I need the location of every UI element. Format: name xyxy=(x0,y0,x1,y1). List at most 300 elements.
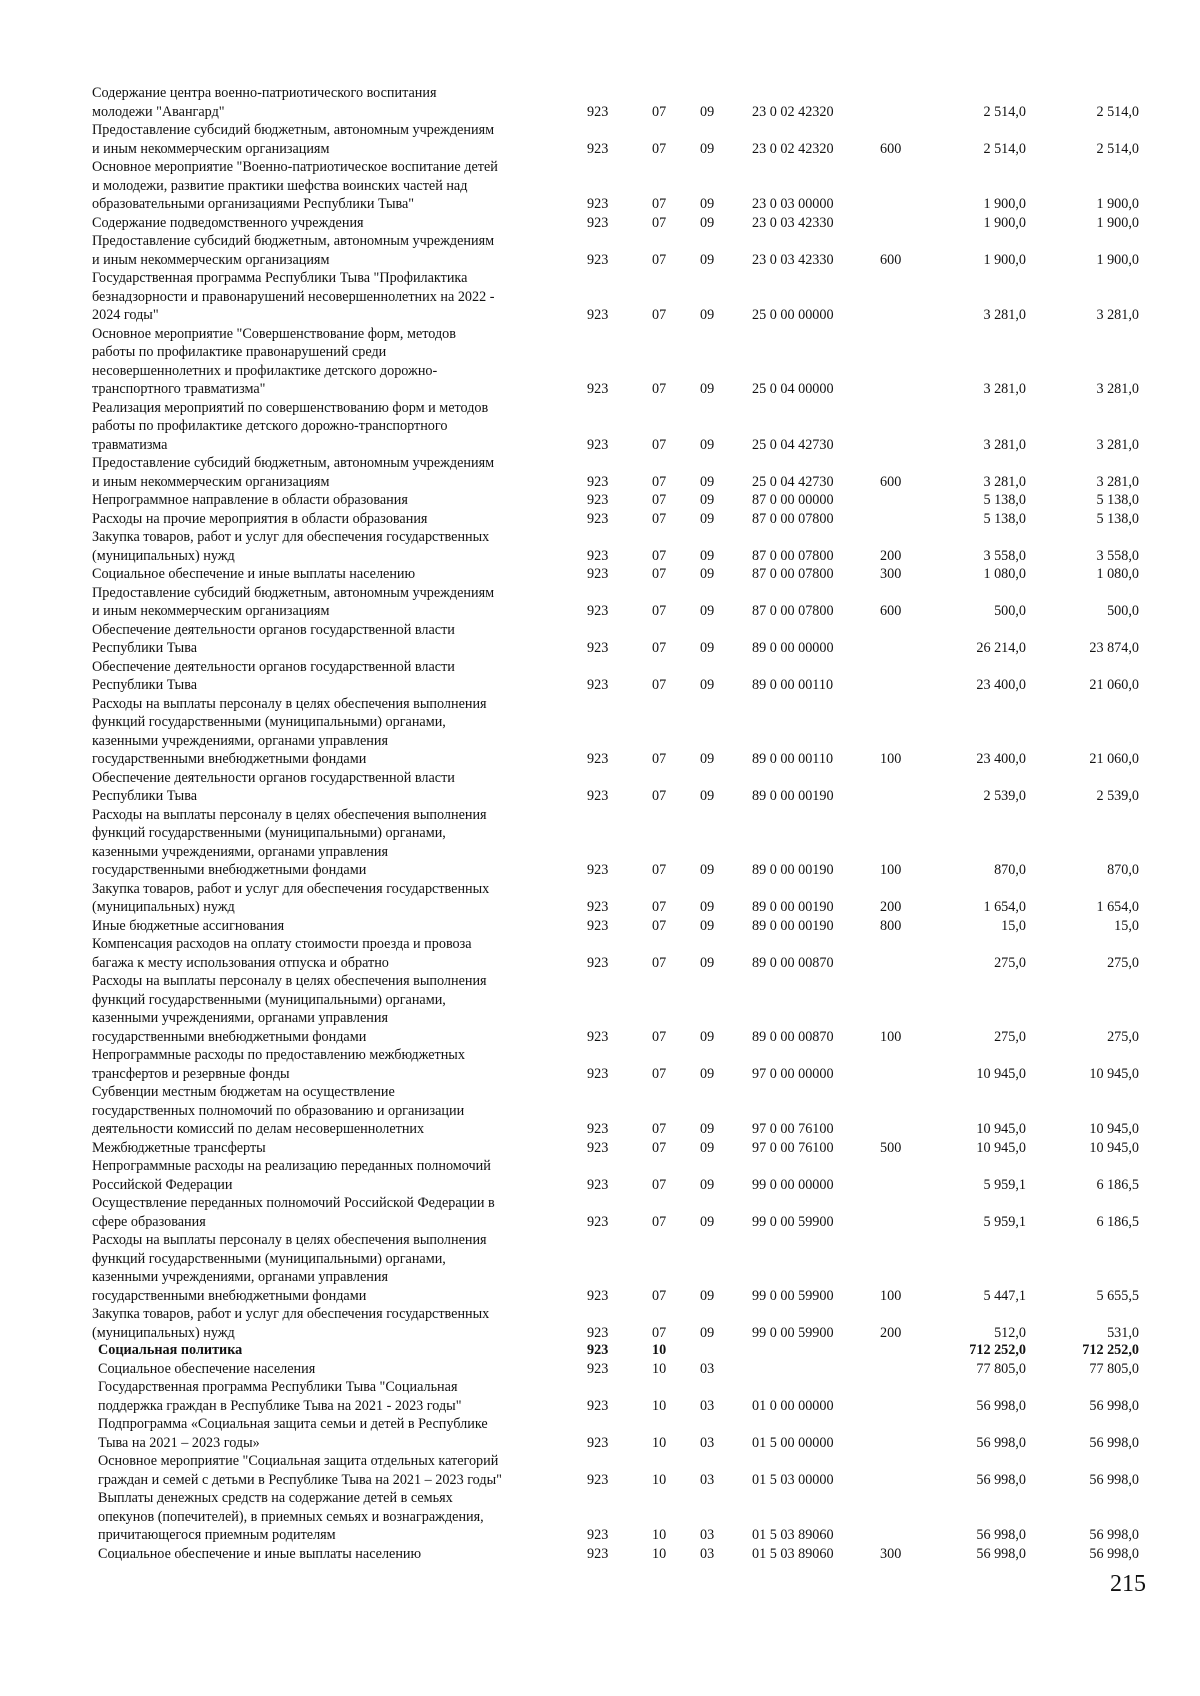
row-rz: 07 xyxy=(652,751,667,767)
row-gr: 923 xyxy=(587,899,609,915)
row-pr: 09 xyxy=(700,1287,715,1304)
row-sum-2: 5 655,5 xyxy=(1096,1287,1139,1304)
row-cs: 89 0 00 00110 xyxy=(752,677,834,693)
row-name: Расходы на выплаты персоналу в целях обеспечения выполнения функций государственными (муниципальными) органами, казенными учреждениями, органами управления государственными внебюджетными фондами xyxy=(92,1232,487,1304)
row-pr: 09 xyxy=(700,492,715,508)
row-gr: 923 xyxy=(587,1527,609,1543)
row-name: Непрограммные расходы на реализацию переданных полномочий Российской Федерации xyxy=(92,1158,491,1193)
row-pr: 09 xyxy=(700,381,715,397)
row-gr: 923 xyxy=(587,1434,609,1451)
row-rz: 07 xyxy=(652,677,667,693)
row-name: Осуществление переданных полномочий Российской Федерации в сфере образования xyxy=(92,1195,495,1230)
row-sum-2: 1 900,0 xyxy=(1096,214,1139,231)
row-name: Иные бюджетные ассигнования xyxy=(92,917,285,934)
row-sum-1: 1 080,0 xyxy=(983,566,1026,582)
row-vr: 300 xyxy=(880,1545,902,1562)
row-gr: 923 xyxy=(587,1360,609,1377)
row-sum-2: 2 514,0 xyxy=(1096,140,1139,157)
row-cs: 01 0 00 00000 xyxy=(752,1397,834,1414)
table-row xyxy=(0,1545,1200,1564)
row-sum-1: 56 998,0 xyxy=(976,1434,1026,1451)
row-gr: 923 xyxy=(587,1342,609,1358)
row-rz: 07 xyxy=(652,603,667,619)
row-name: Обеспечение деятельности органов государственной власти Республики Тыва xyxy=(92,621,455,656)
row-rz: 10 xyxy=(652,1545,667,1562)
row-sum-2: 3 281,0 xyxy=(1096,381,1139,397)
row-pr: 09 xyxy=(700,251,715,268)
row-cs: 01 5 03 89060 xyxy=(752,1545,834,1562)
table-row xyxy=(0,325,1200,399)
page-number: 215 xyxy=(1110,1571,1146,1597)
row-rz: 07 xyxy=(652,251,667,268)
row-rz: 07 xyxy=(652,214,667,231)
row-cs: 89 0 00 00110 xyxy=(752,751,834,767)
table-row xyxy=(0,1083,1200,1139)
row-sum-2: 275,0 xyxy=(1107,954,1139,971)
row-name: Предоставление субсидий бюджетным, автономным учреждениям и иным некоммерческим организациям xyxy=(92,233,495,268)
row-sum-2: 10 945,0 xyxy=(1089,1065,1139,1082)
row-cs: 87 0 00 07800 xyxy=(752,547,834,564)
row-pr: 09 xyxy=(700,1065,715,1082)
row-gr: 923 xyxy=(587,1139,609,1156)
row-pr: 09 xyxy=(700,103,715,120)
table-row xyxy=(0,528,1200,565)
row-name: Обеспечение деятельности органов государственной власти Республики Тыва xyxy=(92,769,455,804)
row-sum-1: 500,0 xyxy=(994,603,1026,619)
row-sum-1: 56 998,0 xyxy=(976,1527,1026,1543)
row-cs: 23 0 02 42320 xyxy=(752,103,834,120)
table-row xyxy=(0,917,1200,936)
row-sum-1: 10 945,0 xyxy=(976,1065,1026,1082)
row-cs: 89 0 00 00190 xyxy=(752,788,834,804)
row-pr: 03 xyxy=(700,1434,715,1451)
row-sum-1: 3 281,0 xyxy=(983,307,1026,323)
row-sum-1: 5 447,1 xyxy=(983,1287,1026,1304)
row-pr: 09 xyxy=(700,1213,715,1230)
row-rz: 10 xyxy=(652,1397,667,1414)
row-cs: 89 0 00 00000 xyxy=(752,640,834,656)
row-vr: 300 xyxy=(880,566,902,582)
row-name: Расходы на выплаты персоналу в целях обеспечения выполнения функций государственными (муниципальными) органами, казенными учреждениями, органами управления государственными внебюджетными фондами xyxy=(92,695,487,767)
row-gr: 923 xyxy=(587,140,609,157)
row-gr: 923 xyxy=(587,381,609,397)
row-cs: 87 0 00 07800 xyxy=(752,566,834,582)
row-cs: 87 0 00 07800 xyxy=(752,510,834,527)
row-cs: 01 5 03 00000 xyxy=(752,1471,834,1488)
table-row xyxy=(0,121,1200,158)
row-rz: 07 xyxy=(652,473,667,490)
row-pr: 09 xyxy=(700,1324,715,1341)
row-rz: 07 xyxy=(652,788,667,804)
row-pr: 09 xyxy=(700,1176,715,1193)
row-sum-2: 5 138,0 xyxy=(1096,492,1139,508)
row-gr: 923 xyxy=(587,566,609,582)
row-sum-1: 5 138,0 xyxy=(983,510,1026,527)
row-rz: 10 xyxy=(652,1360,667,1377)
table-row xyxy=(0,232,1200,269)
row-sum-2: 3 281,0 xyxy=(1096,436,1139,453)
row-sum-1: 5 959,1 xyxy=(983,1176,1026,1193)
row-cs: 99 0 00 59900 xyxy=(752,1213,834,1230)
row-gr: 923 xyxy=(587,1471,609,1488)
row-sum-2: 5 138,0 xyxy=(1096,510,1139,527)
row-gr: 923 xyxy=(587,1324,609,1341)
table-row xyxy=(0,1341,1200,1360)
row-sum-1: 26 214,0 xyxy=(976,640,1026,656)
row-sum-1: 870,0 xyxy=(994,862,1026,878)
row-gr: 923 xyxy=(587,103,609,120)
row-sum-1: 77 805,0 xyxy=(976,1360,1026,1377)
row-sum-2: 275,0 xyxy=(1107,1028,1139,1045)
table-row xyxy=(0,1305,1200,1342)
row-rz: 07 xyxy=(652,862,667,878)
row-sum-2: 21 060,0 xyxy=(1089,677,1139,693)
row-gr: 923 xyxy=(587,510,609,527)
row-cs: 23 0 03 42330 xyxy=(752,251,834,268)
row-gr: 923 xyxy=(587,547,609,564)
row-rz: 07 xyxy=(652,1065,667,1082)
row-cs: 23 0 03 00000 xyxy=(752,196,834,212)
row-name: Закупка товаров, работ и услуг для обеспечения государственных (муниципальных) нужд xyxy=(92,529,490,564)
row-gr: 923 xyxy=(587,862,609,878)
row-sum-2: 6 186,5 xyxy=(1096,1176,1139,1193)
row-rz: 07 xyxy=(652,1324,667,1341)
row-sum-2: 6 186,5 xyxy=(1096,1213,1139,1230)
row-sum-2: 1 900,0 xyxy=(1096,251,1139,268)
row-gr: 923 xyxy=(587,603,609,619)
row-pr: 09 xyxy=(700,436,715,453)
row-name: Социальное обеспечение населения xyxy=(98,1360,316,1377)
table-row xyxy=(0,214,1200,233)
row-name: Выплаты денежных средств на содержание детей в семьях опекунов (попечителей), в приемных семьях и вознаграждения, причитающегося приемным родителям xyxy=(98,1490,484,1543)
row-gr: 923 xyxy=(587,1121,609,1137)
row-gr: 923 xyxy=(587,214,609,231)
row-pr: 09 xyxy=(700,640,715,656)
table-row xyxy=(0,935,1200,972)
row-name: Расходы на прочие мероприятия в области образования xyxy=(92,510,428,527)
row-rz: 07 xyxy=(652,381,667,397)
row-rz: 10 xyxy=(652,1471,667,1488)
row-name: Непрограммное направление в области образования xyxy=(92,492,408,508)
row-sum-1: 1 654,0 xyxy=(983,899,1026,915)
row-cs: 23 0 03 42330 xyxy=(752,214,834,231)
table-row xyxy=(0,695,1200,769)
row-name: Компенсация расходов на оплату стоимости проезда и провоза багажа к месту использования отпуска и обратно xyxy=(92,936,472,971)
row-vr: 600 xyxy=(880,251,902,268)
row-gr: 923 xyxy=(587,196,609,212)
row-sum-2: 56 998,0 xyxy=(1089,1545,1139,1562)
row-cs: 25 0 04 00000 xyxy=(752,381,834,397)
row-rz: 07 xyxy=(652,899,667,915)
row-sum-2: 56 998,0 xyxy=(1089,1397,1139,1414)
row-sum-1: 275,0 xyxy=(994,1028,1026,1045)
row-rz: 10 xyxy=(652,1434,667,1451)
table-row xyxy=(0,1378,1200,1415)
table-row xyxy=(0,1360,1200,1379)
row-name: Социальное обеспечение и иные выплаты населению xyxy=(92,566,416,582)
row-rz: 07 xyxy=(652,1213,667,1230)
row-sum-2: 500,0 xyxy=(1107,603,1139,619)
row-sum-1: 3 558,0 xyxy=(983,547,1026,564)
row-name: Основное мероприятие "Совершенствование форм, методов работы по профилактике правонарушений среди несовершеннолетних и профилактике детского дорожно- транспортного травматизма" xyxy=(92,325,456,397)
table-row xyxy=(0,584,1200,621)
row-pr: 09 xyxy=(700,788,715,804)
row-name: Предоставление субсидий бюджетным, автономным учреждениям и иным некоммерческим организациям xyxy=(92,584,495,619)
row-name: Основное мероприятие "Военно-патриотическое воспитание детей и молодежи, развитие практики шефства воинских частей над образовательными организациями Республики Тыва" xyxy=(92,159,498,212)
row-cs: 97 0 00 76100 xyxy=(752,1121,834,1137)
row-gr: 923 xyxy=(587,492,609,508)
row-name: Реализация мероприятий по совершенствованию форм и методов работы по профилактике детского дорожно-транспортного травматизма xyxy=(92,399,489,453)
row-sum-1: 5 138,0 xyxy=(983,492,1026,508)
row-gr: 923 xyxy=(587,251,609,268)
table-row xyxy=(0,1194,1200,1231)
row-sum-2: 21 060,0 xyxy=(1089,751,1139,767)
table-row xyxy=(0,769,1200,806)
row-rz: 07 xyxy=(652,547,667,564)
row-sum-2: 1 654,0 xyxy=(1096,899,1139,915)
row-pr: 09 xyxy=(700,751,715,767)
row-gr: 923 xyxy=(587,788,609,804)
row-sum-2: 712 252,0 xyxy=(1082,1342,1139,1358)
row-rz: 07 xyxy=(652,1028,667,1045)
row-rz: 10 xyxy=(652,1342,667,1358)
row-sum-2: 3 281,0 xyxy=(1096,307,1139,323)
row-rz: 07 xyxy=(652,1287,667,1304)
row-pr: 03 xyxy=(700,1471,715,1488)
row-gr: 923 xyxy=(587,1065,609,1082)
row-pr: 09 xyxy=(700,603,715,619)
row-name: Межбюджетные трансферты xyxy=(92,1139,266,1156)
table-row xyxy=(0,158,1200,214)
row-cs: 99 0 00 59900 xyxy=(752,1287,834,1304)
row-cs: 89 0 00 00870 xyxy=(752,1028,834,1045)
row-sum-1: 3 281,0 xyxy=(983,473,1026,490)
row-sum-1: 23 400,0 xyxy=(976,751,1026,767)
row-vr: 200 xyxy=(880,547,902,564)
row-sum-1: 15,0 xyxy=(1001,917,1026,934)
row-name: Социальное обеспечение и иные выплаты населению xyxy=(98,1545,422,1562)
row-name: Расходы на выплаты персоналу в целях обеспечения выполнения функций государственными (муниципальными) органами, казенными учреждениями, органами управления государственными внебюджетными фондами xyxy=(92,806,487,878)
row-pr: 03 xyxy=(700,1397,715,1414)
row-pr: 09 xyxy=(700,566,715,582)
row-sum-2: 15,0 xyxy=(1114,917,1139,934)
row-sum-1: 2 539,0 xyxy=(983,788,1026,804)
row-rz: 07 xyxy=(652,492,667,508)
table-row xyxy=(0,1157,1200,1194)
row-rz: 07 xyxy=(652,1176,667,1193)
row-sum-2: 2 514,0 xyxy=(1096,103,1139,120)
table-row xyxy=(0,1415,1200,1452)
row-name: Закупка товаров, работ и услуг для обеспечения государственных (муниципальных) нужд xyxy=(92,880,490,915)
row-pr: 03 xyxy=(700,1545,715,1562)
row-cs: 97 0 00 00000 xyxy=(752,1065,834,1082)
row-pr: 09 xyxy=(700,547,715,564)
row-gr: 923 xyxy=(587,751,609,767)
row-cs: 01 5 00 00000 xyxy=(752,1434,834,1451)
row-sum-1: 3 281,0 xyxy=(983,436,1026,453)
row-cs: 89 0 00 00190 xyxy=(752,862,834,878)
table-row xyxy=(0,510,1200,529)
row-vr: 100 xyxy=(880,1028,902,1045)
row-pr: 09 xyxy=(700,473,715,490)
table-row xyxy=(0,658,1200,695)
row-pr: 09 xyxy=(700,510,715,527)
row-pr: 09 xyxy=(700,307,715,323)
row-rz: 07 xyxy=(652,640,667,656)
row-sum-2: 77 805,0 xyxy=(1089,1360,1139,1377)
row-vr: 800 xyxy=(880,917,902,934)
row-cs: 89 0 00 00190 xyxy=(752,917,834,934)
row-rz: 07 xyxy=(652,1139,667,1156)
table-row xyxy=(0,84,1200,121)
table-row xyxy=(0,1046,1200,1083)
row-sum-1: 512,0 xyxy=(994,1324,1026,1341)
row-pr: 09 xyxy=(700,899,715,915)
row-sum-2: 23 874,0 xyxy=(1089,640,1139,656)
row-rz: 07 xyxy=(652,196,667,212)
row-vr: 200 xyxy=(880,899,902,915)
row-pr: 09 xyxy=(700,954,715,971)
row-rz: 07 xyxy=(652,307,667,323)
row-gr: 923 xyxy=(587,954,609,971)
row-name: Непрограммные расходы по предоставлению межбюджетных трансфертов и резервные фонды xyxy=(92,1047,465,1082)
row-sum-2: 1 080,0 xyxy=(1096,566,1139,582)
row-rz: 07 xyxy=(652,917,667,934)
row-sum-1: 1 900,0 xyxy=(983,196,1026,212)
row-cs: 89 0 00 00870 xyxy=(752,954,834,971)
row-sum-1: 712 252,0 xyxy=(969,1342,1026,1358)
row-rz: 07 xyxy=(652,1121,667,1137)
row-sum-1: 2 514,0 xyxy=(983,103,1026,120)
row-vr: 600 xyxy=(880,140,902,157)
row-sum-1: 275,0 xyxy=(994,954,1026,971)
row-sum-2: 10 945,0 xyxy=(1089,1121,1139,1137)
row-vr: 100 xyxy=(880,862,902,878)
row-pr: 03 xyxy=(700,1527,715,1543)
row-name: Обеспечение деятельности органов государственной власти Республики Тыва xyxy=(92,658,455,693)
table-row xyxy=(0,1139,1200,1158)
row-sum-2: 56 998,0 xyxy=(1089,1527,1139,1543)
row-name: Предоставление субсидий бюджетным, автономным учреждениям и иным некоммерческим организациям xyxy=(92,122,495,157)
table-row xyxy=(0,621,1200,658)
row-sum-1: 1 900,0 xyxy=(983,251,1026,268)
row-name: Государственная программа Республики Тыва "Социальная поддержка граждан в Республике Тыва на 2021 - 2023 годы" xyxy=(98,1379,462,1414)
table-row xyxy=(0,806,1200,880)
row-sum-2: 2 539,0 xyxy=(1096,788,1139,804)
row-name: Предоставление субсидий бюджетным, автономным учреждениям и иным некоммерческим организациям xyxy=(92,455,495,490)
table-row xyxy=(0,491,1200,510)
row-name: Закупка товаров, работ и услуг для обеспечения государственных (муниципальных) нужд xyxy=(92,1306,490,1341)
row-sum-2: 1 900,0 xyxy=(1096,196,1139,212)
row-cs: 87 0 00 00000 xyxy=(752,492,834,508)
row-cs: 99 0 00 59900 xyxy=(752,1324,834,1341)
row-pr: 09 xyxy=(700,1028,715,1045)
budget-table-upper xyxy=(0,84,1200,1342)
table-row xyxy=(0,880,1200,917)
row-sum-1: 5 959,1 xyxy=(983,1213,1026,1230)
row-cs: 99 0 00 00000 xyxy=(752,1176,834,1193)
row-pr: 09 xyxy=(700,140,715,157)
row-rz: 07 xyxy=(652,566,667,582)
row-gr: 923 xyxy=(587,1176,609,1193)
row-sum-1: 3 281,0 xyxy=(983,381,1026,397)
row-vr: 100 xyxy=(880,751,902,767)
row-vr: 600 xyxy=(880,473,902,490)
row-vr: 500 xyxy=(880,1139,902,1156)
row-gr: 923 xyxy=(587,640,609,656)
row-sum-1: 56 998,0 xyxy=(976,1545,1026,1562)
row-cs: 87 0 00 07800 xyxy=(752,603,834,619)
row-gr: 923 xyxy=(587,1545,609,1562)
row-sum-1: 10 945,0 xyxy=(976,1121,1026,1137)
table-row xyxy=(0,972,1200,1046)
row-name: Расходы на выплаты персоналу в целях обеспечения выполнения функций государственными (муниципальными) органами, казенными учреждениями, органами управления государственными внебюджетными фондами xyxy=(92,973,487,1045)
row-sum-2: 3 281,0 xyxy=(1096,473,1139,490)
row-name: Социальная политика xyxy=(98,1342,243,1358)
row-cs: 01 5 03 89060 xyxy=(752,1527,834,1543)
row-cs: 23 0 02 42320 xyxy=(752,140,834,157)
row-vr: 100 xyxy=(880,1287,902,1304)
row-gr: 923 xyxy=(587,473,609,490)
row-rz: 07 xyxy=(652,954,667,971)
row-pr: 09 xyxy=(700,1121,715,1137)
row-gr: 923 xyxy=(587,1213,609,1230)
table-row xyxy=(0,399,1200,455)
table-row xyxy=(0,1231,1200,1305)
row-gr: 923 xyxy=(587,917,609,934)
row-pr: 03 xyxy=(700,1360,715,1377)
row-pr: 09 xyxy=(700,917,715,934)
table-row xyxy=(0,1452,1200,1489)
row-rz: 07 xyxy=(652,436,667,453)
table-row xyxy=(0,454,1200,491)
row-gr: 923 xyxy=(587,307,609,323)
row-sum-2: 10 945,0 xyxy=(1089,1139,1139,1156)
row-gr: 923 xyxy=(587,677,609,693)
row-sum-2: 56 998,0 xyxy=(1089,1434,1139,1451)
row-sum-2: 3 558,0 xyxy=(1096,547,1139,564)
row-rz: 07 xyxy=(652,510,667,527)
row-sum-1: 1 900,0 xyxy=(983,214,1026,231)
row-sum-1: 2 514,0 xyxy=(983,140,1026,157)
table-row xyxy=(0,1489,1200,1545)
row-gr: 923 xyxy=(587,436,609,453)
row-pr: 09 xyxy=(700,214,715,231)
row-sum-1: 56 998,0 xyxy=(976,1471,1026,1488)
row-name: Субвенции местным бюджетам на осуществление государственных полномочий по образованию и организации деятельности комиссий по делам несовершеннолетних xyxy=(92,1084,465,1137)
row-name: Основное мероприятие "Социальная защита отдельных категорий граждан и семей с детьми в Республике Тыва на 2021 – 2023 годы" xyxy=(98,1453,502,1488)
table-row xyxy=(0,565,1200,584)
row-name: Государственная программа Республики Тыва "Профилактика безнадзорности и правонарушений несовершеннолетних на 2022 - 2024 годы" xyxy=(92,270,495,323)
row-cs: 25 0 04 42730 xyxy=(752,436,834,453)
row-pr: 09 xyxy=(700,677,715,693)
row-gr: 923 xyxy=(587,1397,609,1414)
row-name: Содержание подведомственного учреждения xyxy=(92,214,364,231)
row-name: Подпрограмма «Социальная защита семьи и детей в Республике Тыва на 2021 – 2023 годы» xyxy=(98,1416,488,1451)
row-sum-2: 531,0 xyxy=(1107,1324,1139,1341)
row-sum-2: 870,0 xyxy=(1107,862,1139,878)
row-rz: 10 xyxy=(652,1527,667,1543)
row-cs: 97 0 00 76100 xyxy=(752,1139,834,1156)
row-rz: 07 xyxy=(652,140,667,157)
row-gr: 923 xyxy=(587,1287,609,1304)
budget-table-lower xyxy=(0,1341,1200,1563)
row-pr: 09 xyxy=(700,196,715,212)
table-row xyxy=(0,269,1200,325)
row-vr: 200 xyxy=(880,1324,902,1341)
row-sum-1: 56 998,0 xyxy=(976,1397,1026,1414)
row-rz: 07 xyxy=(652,103,667,120)
